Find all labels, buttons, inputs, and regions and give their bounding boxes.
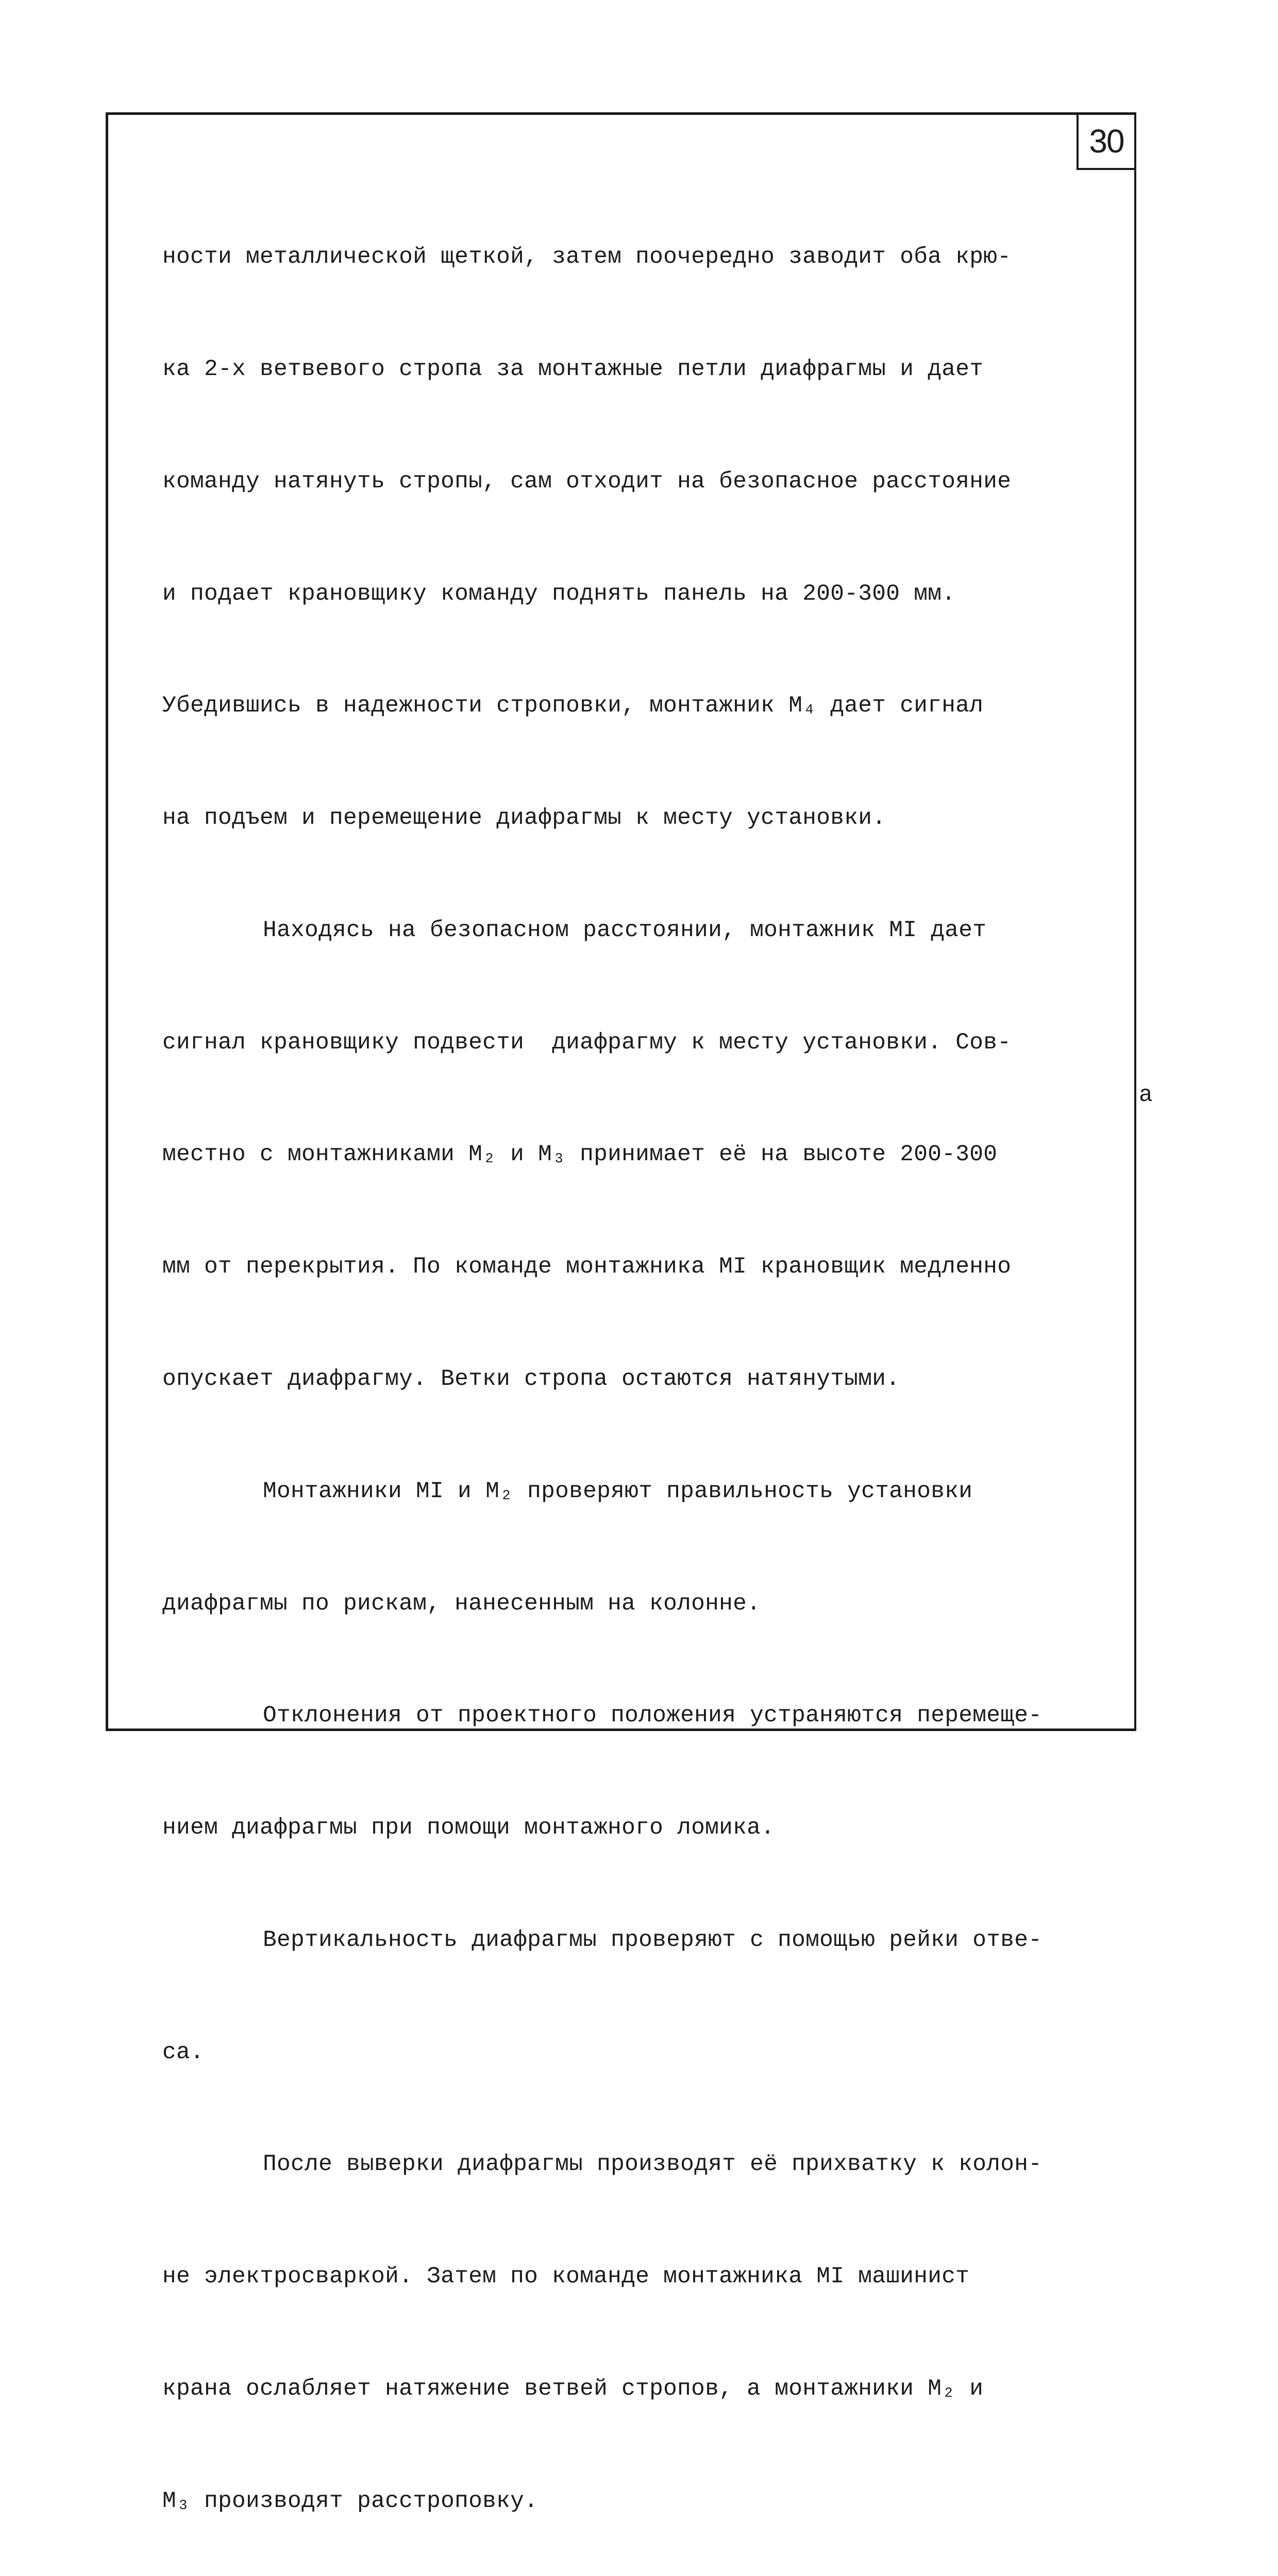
text-line: ка 2-х ветвевого стропа за монтажные петли диафрагмы и дает [162,356,984,382]
text-line: ности металлической щеткой, затем поочередно заводит оба крю- [162,244,1012,270]
page-number-text: 30 [1089,123,1124,160]
text-line: опускает диафрагму. Ветки стропа остаются натянутыми. [162,1366,900,1392]
margin-overflow-char: а [1139,1082,1153,1108]
text-line: сигнал крановщику подвести диафрагму к месту установки. Сов- [162,1029,1012,1056]
text-line: не электросваркой. Затем по команде монтажника МI машинист [162,2264,970,2290]
paragraph-start-line: Находясь на безопасном расстоянии, монтажник МI дает [263,917,987,943]
paragraph-start-line: Вертикальность диафрагмы проверяют с помощью рейки отве- [263,1927,1042,1953]
text-line: диафрагмы по рискам, нанесенным на колонне. [162,1590,761,1617]
page-number [1077,112,1136,170]
text-line: команду натянуть стропы, сам отходит на безопасное расстояние [162,468,1012,495]
text-line: крана ослабляет натяжение ветвей стропов, а монтажники М₂ и [162,2376,984,2402]
text-line: и подает крановщику команду поднять панель на 200-300 мм. [162,581,956,607]
text-line: на подъем и перемещение диафрагмы к месту установки. [162,805,886,832]
document-body [162,164,1131,2576]
text-line: мм от перекрытия. По команде монтажника МI крановщик медленно [162,1254,1012,1280]
text-line: Убедившись в надежности строповки, монтажник М₄ дает сигнал [162,693,984,719]
paragraph-start-line: После выверки диафрагмы производят её прихватку к колон- [263,2151,1042,2178]
paragraph-start-line: Монтажники МI и М₂ проверяют правильность установки [263,1478,973,1504]
text-line: нием диафрагмы при помощи монтажного ломика. [162,1815,775,1841]
paragraph-start-line: Отклонения от проектного положения устраняются перемеще- [263,1703,1042,1729]
text-line: М₃ производят расстроповку. [162,2488,539,2514]
text-line: са. [162,2039,205,2065]
text-line: местно с монтажниками М₂ и М₃ принимает её на высоте 200-300 [162,1142,998,1168]
